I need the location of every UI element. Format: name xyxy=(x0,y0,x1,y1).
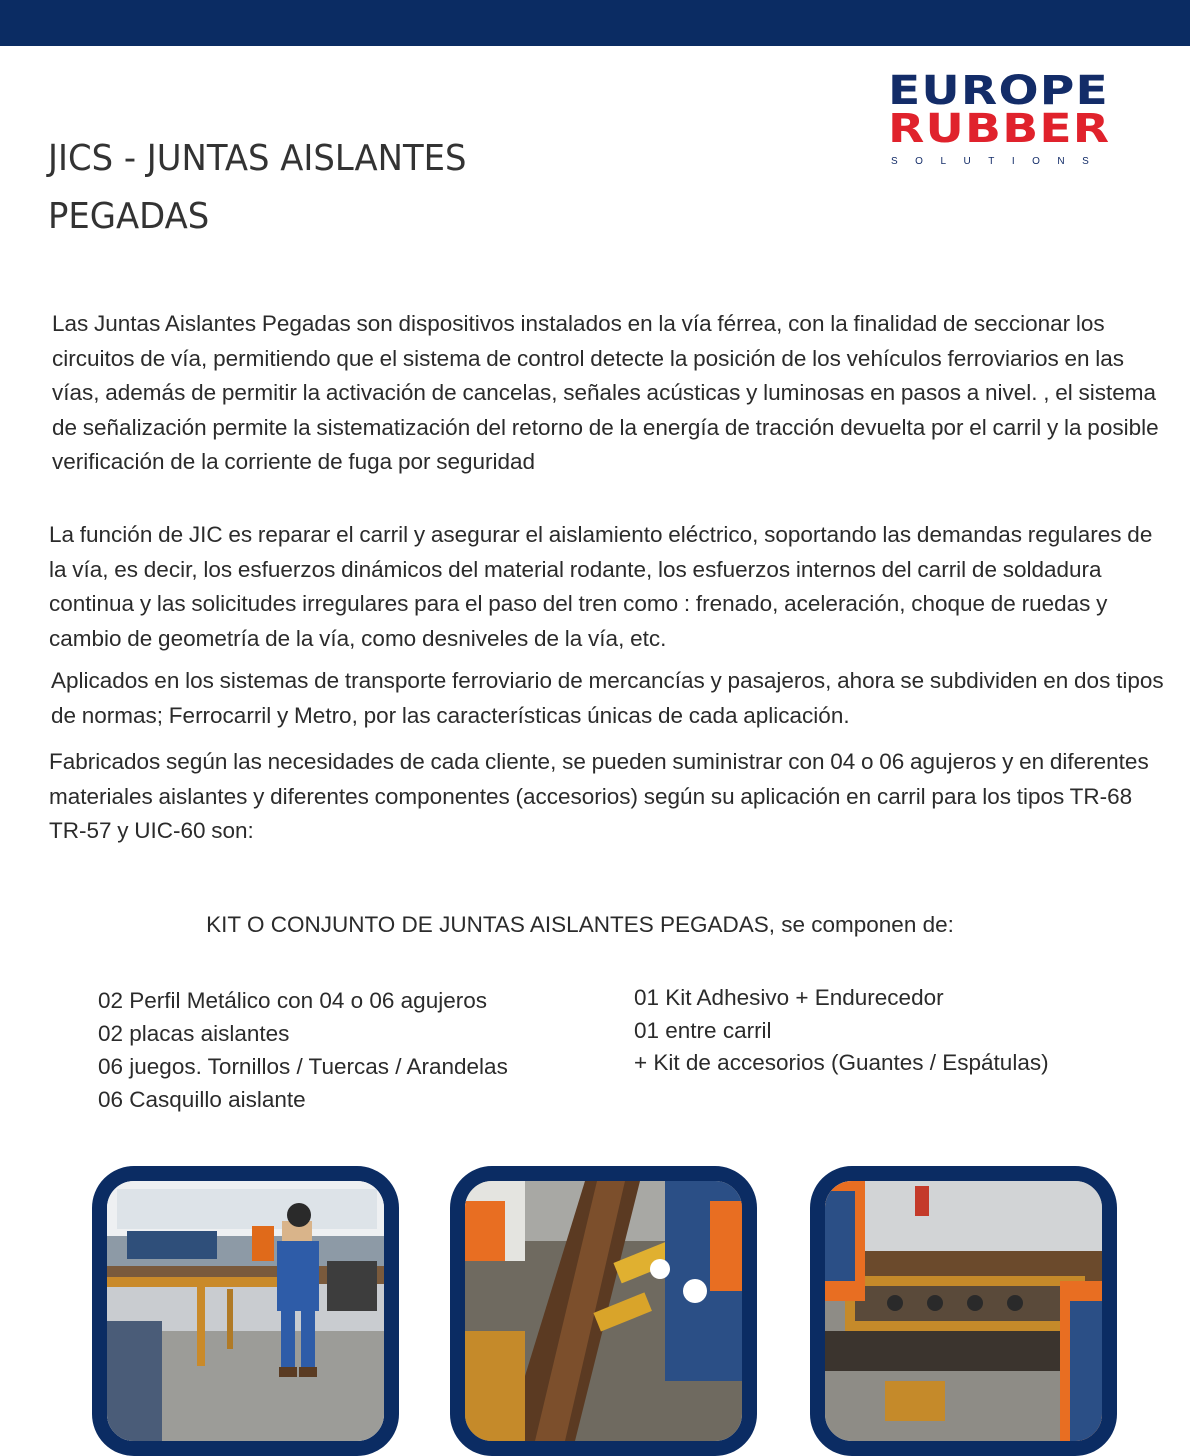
kit-components-list-left xyxy=(98,984,508,1116)
logo-word-europe: EUROPE xyxy=(888,68,1109,114)
europe-rubber-logo xyxy=(888,68,1130,172)
intro-paragraph: Las Juntas Aislantes Pegadas son dispositivos instalados en la vía férrea, con la finalidad de seccionar los circuitos de vía, permitiendo que el sistema de control detecte la posición de los vehículos ferroviarios en las vías, además de permitir la activación de cancelas, señales acústicas y luminosas en pasos a nivel. , el sistema de señalización permite la sistematización del retorno de la energía de tracción devuelta por el carril y la posible verificación de la corriente de fuga por seguridad xyxy=(52,311,1159,475)
list-item: 01 entre carril xyxy=(634,1017,772,1043)
rail-joint-closeup-photo xyxy=(810,1166,1117,1456)
workshop-welder-photo xyxy=(92,1166,399,1456)
list-item: 06 Casquillo aislante xyxy=(98,1087,306,1112)
list-item: 01 Kit Adhesivo + Endurecedor xyxy=(634,985,944,1010)
list-item: 06 juegos. Tornillos / Tuercas / Arandelas xyxy=(98,1054,508,1079)
rail-joint-assembly-photo xyxy=(450,1166,757,1456)
list-item: 02 Perfil Metálico con 04 o 06 agujeros xyxy=(98,988,487,1013)
logo-subtitle: SOLUTIONS xyxy=(891,156,1107,167)
kit-heading: KIT O CONJUNTO DE JUNTAS AISLANTES PEGADAS, se componen de: xyxy=(206,912,954,937)
application-paragraph: Aplicados en los sistemas de transporte ferroviario de mercancías y pasajeros, ahora se subdividen en dos tipos de normas; Ferrocarril y Metro, por las características únicas de cada aplicación. xyxy=(51,668,1164,728)
list-item: + Kit de accesorios (Guantes / Espátulas) xyxy=(634,1050,1049,1075)
top-header-bar xyxy=(0,0,1190,46)
manufacturing-paragraph: Fabricados según las necesidades de cada cliente, se pueden suministrar con 04 o 06 agujeros y en diferentes materiales aislantes y diferentes componentes (accesorios) según su aplicación en carril para los tipos TR-68 TR-57 y UIC-60 son: xyxy=(49,749,1149,844)
logo-word-rubber: RUBBER xyxy=(888,106,1111,152)
page-title: JICS - JUNTAS AISLANTES PEGADAS xyxy=(48,138,467,237)
function-paragraph: La función de JIC es reparar el carril y asegurar el aislamiento eléctrico, soportando las demandas regulares de la vía, es decir, los esfuerzos dinámicos del material rodante, los esfuerzos internos del carril de soldadura continua y las solicitudes irregulares para el paso del tren como : frenado, aceleración, choque de ruedas y cambio de geometría de la vía, como desniveles de la vía, etc. xyxy=(49,522,1153,651)
list-item: 02 placas aislantes xyxy=(98,1021,290,1046)
kit-components-list-right xyxy=(634,982,1049,1080)
